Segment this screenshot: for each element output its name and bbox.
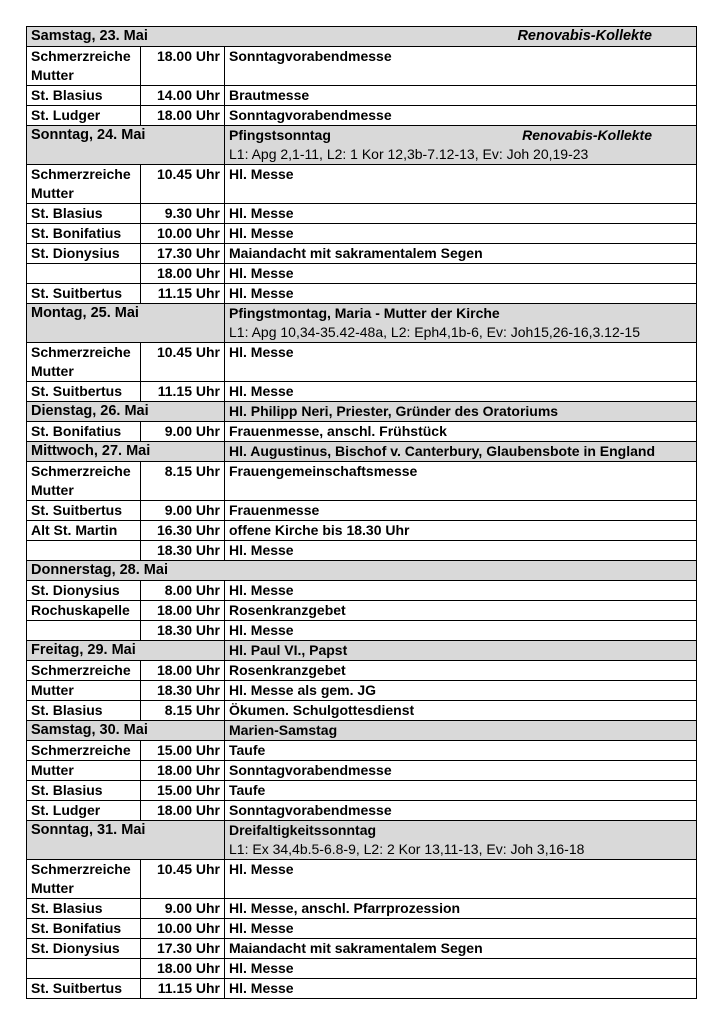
service-description: Hl. Messe [225,264,697,284]
service-row [27,701,697,721]
day-date: Montag, 25. Mai [27,304,225,343]
service-time: 10.00 Uhr [141,224,225,244]
scripture-readings: L1: Ex 34,4b.5-6.8-9, L2: 2 Kor 13,11-13, Ev: Joh 3,16-18 [229,841,585,857]
day-header-row [27,27,697,47]
service-description: Hl. Messe [225,382,697,402]
church-name: St. Ludger [27,106,141,126]
service-row [27,601,697,621]
service-time: 11.15 Uhr [141,382,225,402]
service-row [27,204,697,224]
service-row [27,264,697,284]
service-description: Hl. Messe [225,284,697,304]
service-description: Hl. Messe, anschl. Pfarrprozession [225,899,697,919]
service-time: 16.30 Uhr [141,521,225,541]
day-feast-cell [225,402,697,422]
church-name: Schmerzreiche Mutter [27,462,141,501]
day-header-row [27,821,697,860]
day-feast-cell [225,126,697,165]
service-row [27,581,697,601]
day-feast-cell [225,641,697,661]
service-description: Taufe [225,781,697,801]
service-time: 18.00 Uhr [141,959,225,979]
service-description: Hl. Messe [225,919,697,939]
service-description: Hl. Messe [225,979,697,999]
church-name: St. Blasius [27,701,141,721]
day-header-row [27,442,697,462]
service-time: 18.30 Uhr [141,621,225,641]
day-date: Sonntag, 31. Mai [27,821,225,860]
church-name [27,264,141,284]
feast-name: Pfingstmontag, Maria - Mutter der Kirche [229,305,500,321]
feast-name: Dreifaltigkeitssonntag [229,822,377,838]
service-row [27,959,697,979]
service-description: Hl. Messe [225,343,697,382]
service-time: 8.00 Uhr [141,581,225,601]
church-name: St. Ludger [27,801,141,821]
feast-name: Hl. Philipp Neri, Priester, Gründer des Oratoriums [229,403,559,419]
church-name: Rochuskapelle [27,601,141,621]
church-name: St. Suitbertus [27,382,141,402]
service-description: Hl. Messe [225,959,697,979]
service-time: 9.00 Uhr [141,899,225,919]
service-time: 18.00 Uhr [141,47,225,86]
service-time: 8.15 Uhr [141,701,225,721]
church-name [27,541,141,561]
service-description: Hl. Messe [225,165,697,204]
service-description: Sonntagvorabendmesse [225,761,697,781]
service-description: offene Kirche bis 18.30 Uhr [225,521,697,541]
schedule-sheet [26,26,696,999]
service-description: Hl. Messe als gem. JG [225,681,697,701]
day-feast-cell [225,721,697,741]
service-row [27,224,697,244]
day-date: Samstag, 30. Mai [27,721,225,741]
day-header-row [27,561,697,581]
day-header-row [27,304,697,343]
service-description: Brautmesse [225,86,697,106]
feast-name: Marien-Samstag [229,722,338,738]
service-row [27,681,697,701]
service-time: 17.30 Uhr [141,939,225,959]
day-header-row [27,641,697,661]
church-name: St. Blasius [27,86,141,106]
service-time: 9.00 Uhr [141,501,225,521]
church-name: Schmerzreiche [27,661,141,681]
service-row [27,621,697,641]
day-feast-cell [225,442,697,462]
day-date: Dienstag, 26. Mai [27,402,225,422]
day-feast-cell [225,821,697,860]
feast-name: Hl. Paul VI., Papst [229,642,348,658]
service-row [27,284,697,304]
service-description: Hl. Messe [225,204,697,224]
service-time: 18.00 Uhr [141,106,225,126]
service-description: Hl. Messe [225,860,697,899]
scripture-readings: L1: Apg 2,1-11, L2: 1 Kor 12,3b-7.12-13, Ev: Joh 20,19-23 [229,146,589,162]
service-row [27,541,697,561]
church-name [27,959,141,979]
service-time: 18.30 Uhr [141,681,225,701]
church-name: St. Suitbertus [27,284,141,304]
collection-note: Renovabis-Kollekte [522,127,653,143]
church-name: Mutter [27,681,141,701]
service-row [27,106,697,126]
service-time: 10.45 Uhr [141,860,225,899]
service-description: Hl. Messe [225,541,697,561]
service-row [27,86,697,106]
service-time: 10.45 Uhr [141,165,225,204]
service-description: Frauenmesse [225,501,697,521]
church-name [27,621,141,641]
collection-note: Renovabis-Kollekte [517,28,653,44]
service-description: Ökumen. Schulgottesdienst [225,701,697,721]
service-time: 18.00 Uhr [141,661,225,681]
service-description: Hl. Messe [225,224,697,244]
service-row [27,919,697,939]
day-date-cell [27,27,697,47]
church-name: St. Bonifatius [27,422,141,442]
church-name: St. Suitbertus [27,979,141,999]
service-row [27,939,697,959]
service-row [27,47,697,86]
church-name: St. Bonifatius [27,224,141,244]
service-description: Frauengemeinschaftsmesse [225,462,697,501]
church-name: St. Bonifatius [27,919,141,939]
service-time: 15.00 Uhr [141,741,225,761]
service-row [27,343,697,382]
service-time: 11.15 Uhr [141,979,225,999]
service-time: 9.00 Uhr [141,422,225,442]
service-row [27,165,697,204]
service-row [27,801,697,821]
service-description: Rosenkranzgebet [225,661,697,681]
day-header-row [27,126,697,165]
service-row [27,462,697,501]
service-time: 11.15 Uhr [141,284,225,304]
service-time: 15.00 Uhr [141,781,225,801]
church-name: Schmerzreiche Mutter [27,165,141,204]
service-time: 17.30 Uhr [141,244,225,264]
service-row [27,781,697,801]
church-name: Schmerzreiche [27,741,141,761]
service-time: 18.00 Uhr [141,801,225,821]
service-description: Hl. Messe [225,581,697,601]
service-row [27,422,697,442]
feast-name: Hl. Augustinus, Bischof v. Canterbury, Glaubensbote in England [229,443,655,459]
service-description: Rosenkranzgebet [225,601,697,621]
day-date: Donnerstag, 28. Mai [31,562,168,578]
church-name: St. Suitbertus [27,501,141,521]
service-row [27,244,697,264]
day-date: Sonntag, 24. Mai [27,126,225,165]
service-time: 8.15 Uhr [141,462,225,501]
day-date-cell [27,561,697,581]
service-row [27,979,697,999]
service-row [27,501,697,521]
day-header-row [27,721,697,741]
day-date: Mittwoch, 27. Mai [27,442,225,462]
service-description: Maiandacht mit sakramentalem Segen [225,939,697,959]
service-description: Taufe [225,741,697,761]
church-name: Schmerzreiche Mutter [27,860,141,899]
service-description: Hl. Messe [225,621,697,641]
church-name: Mutter [27,761,141,781]
day-date: Freitag, 29. Mai [27,641,225,661]
service-description: Sonntagvorabendmesse [225,801,697,821]
service-row [27,860,697,899]
service-time: 18.00 Uhr [141,601,225,621]
church-name: St. Dionysius [27,939,141,959]
day-header-row [27,402,697,422]
service-row [27,521,697,541]
service-time: 14.00 Uhr [141,86,225,106]
church-name: St. Dionysius [27,244,141,264]
service-row [27,382,697,402]
church-name: St. Blasius [27,204,141,224]
church-name: Schmerzreiche Mutter [27,343,141,382]
service-time: 9.30 Uhr [141,204,225,224]
service-time: 18.30 Uhr [141,541,225,561]
service-time: 10.45 Uhr [141,343,225,382]
scripture-readings: L1: Apg 10,34-35.42-48a, L2: Eph4,1b-6, Ev: Joh15,26-16,3.12-15 [229,324,640,340]
service-description: Frauenmesse, anschl. Frühstück [225,422,697,442]
mass-schedule-table [26,26,697,999]
service-row [27,741,697,761]
service-row [27,661,697,681]
service-time: 18.00 Uhr [141,761,225,781]
church-name: Schmerzreiche Mutter [27,47,141,86]
feast-name: Pfingstsonntag [229,127,331,143]
service-time: 18.00 Uhr [141,264,225,284]
service-description: Sonntagvorabendmesse [225,106,697,126]
church-name: St. Blasius [27,781,141,801]
church-name: St. Blasius [27,899,141,919]
day-date: Samstag, 23. Mai [31,28,148,44]
day-feast-cell [225,304,697,343]
service-row [27,899,697,919]
service-description: Maiandacht mit sakramentalem Segen [225,244,697,264]
church-name: St. Dionysius [27,581,141,601]
service-description: Sonntagvorabendmesse [225,47,697,86]
service-row [27,761,697,781]
service-time: 10.00 Uhr [141,919,225,939]
church-name: Alt St. Martin [27,521,141,541]
